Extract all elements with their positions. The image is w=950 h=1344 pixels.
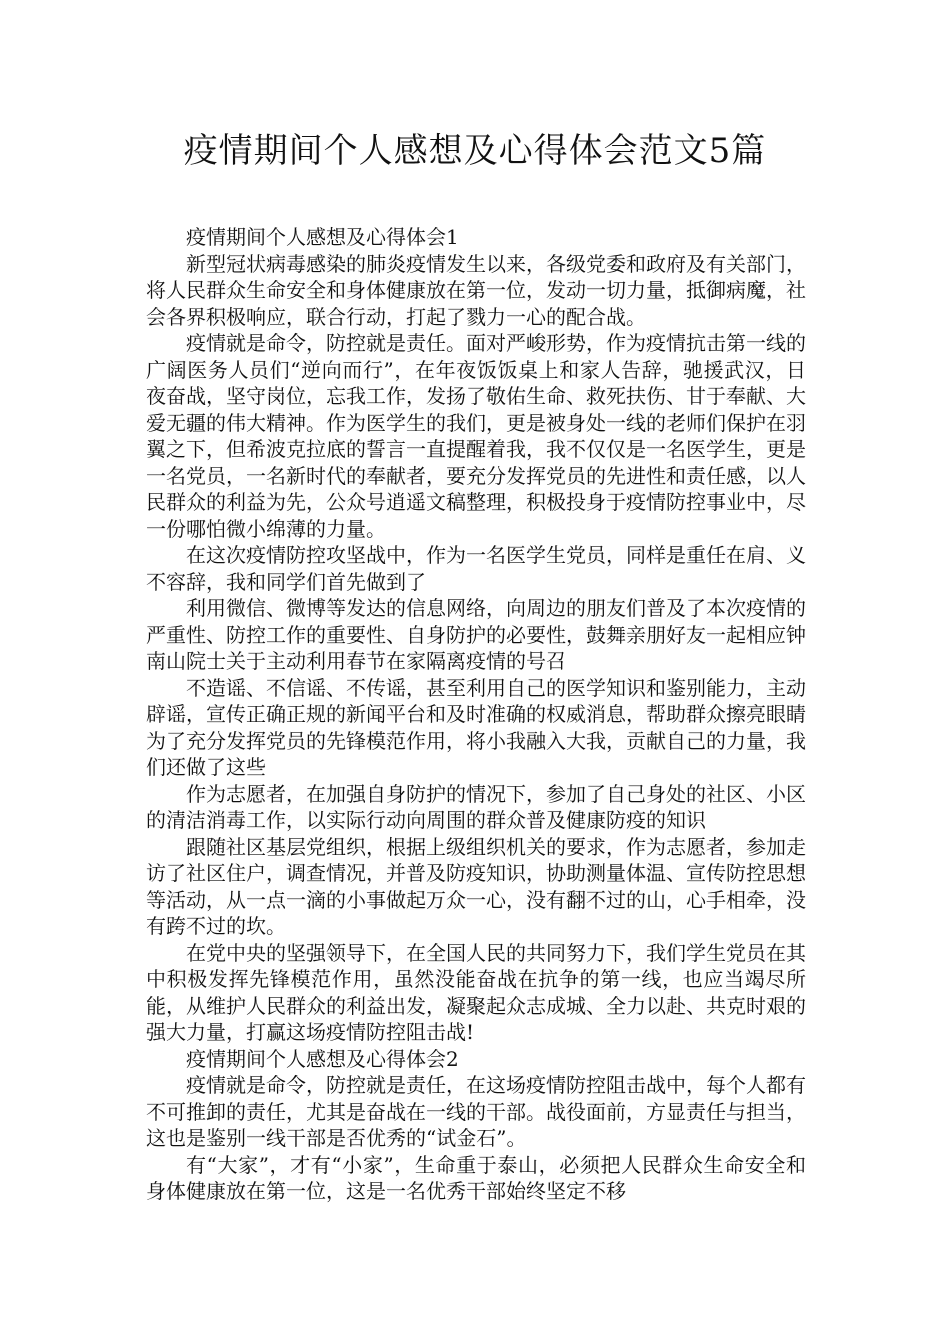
body-paragraph: 疫情就是命令，防控就是责任。面对严峻形势，作为疫情抗击第一线的广阔医务人员们“逆向而行”，在年夜饭饭桌上和家人告辞，驰援武汉，日夜奋战，坚守岗位，忘我工作，发扬了敬佑生命、救死扶伤、甘于奉献、大爱无疆的伟大精神。作为医学生的我们，更是被身处一线的老师们保护在羽翼之下，但希波克拉底的誓言一直提醒着我，我不仅仅是一名医学生，更是一名党员，一名新时代的奉献者，要充分发挥党员的先进性和责任感，以人民群众的利益为先，公众号逍遥文稿整理，积极投身于疫情防控事业中，尽一份哪怕微小绵薄的力量。 <box>146 331 806 541</box>
body-paragraph: 作为志愿者，在加强自身防护的情况下，参加了自己身处的社区、小区的清洁消毒工作，以实际行动向周围的群众普及健康防疫的知识 <box>146 781 806 832</box>
body-paragraph: 新型冠状病毒感染的肺炎疫情发生以来，各级党委和政府及有关部门，将人民群众生命安全和身体健康放在第一位，发动一切力量，抵御病魔，社会各界积极响应，联合行动，打起了戮力一心的配合战。 <box>146 251 806 329</box>
body-paragraph: 在党中央的坚强领导下，在全国人民的共同努力下，我们学生党员在其中积极发挥先锋模范作用，虽然没能奋战在抗争的第一线，也应当竭尽所能，从维护人民群众的利益出发，凝聚起众志成城、全力以赴、共克时艰的强大力量，打赢这场疫情防控阻击战! <box>146 940 806 1044</box>
document-body <box>146 224 806 1205</box>
body-paragraph: 在这次疫情防控攻坚战中，作为一名医学生党员，同样是重任在肩、义不容辞，我和同学们首先做到了 <box>146 543 806 594</box>
document-title: 疫情期间个人感想及心得体会范文5篇 <box>183 131 767 171</box>
body-paragraph: 利用微信、微博等发达的信息网络，向周边的朋友们普及了本次疫情的严重性、防控工作的重要性、自身防护的必要性，鼓舞亲朋好友一起相应钟南山院士关于主动利用春节在家隔离疫情的号召 <box>146 596 806 673</box>
body-paragraph: 有“大家”，才有“小家”，生命重于泰山，必须把人民群众生命安全和身体健康放在第一位，这是一名优秀干部始终坚定不移 <box>146 1152 806 1203</box>
body-paragraph: 跟随社区基层党组织，根据上级组织机关的要求，作为志愿者，参加走访了社区住户，调查情况，并普及防疫知识，协助测量体温、宣传防控思想等活动，从一点一滴的小事做起万众一心，没有翻不过的山，心手相牵，没有跨不过的坎。 <box>146 834 806 938</box>
body-paragraph: 不造谣、不信谣、不传谣，甚至利用自己的医学知识和鉴别能力，主动辟谣，宣传正确正规的新闻平台和及时准确的权威消息，帮助群众擦亮眼睛为了充分发挥党员的先锋模范作用，将小我融入大我，贡献自己的力量，我们还做了这些 <box>146 675 806 779</box>
section-heading: 疫情期间个人感想及心得体会1 <box>186 225 459 249</box>
body-paragraph: 疫情就是命令，防控就是责任，在这场疫情防控阻击战中，每个人都有不可推卸的责任，尤其是奋战在一线的干部。战役面前，方显责任与担当，这也是鉴别一线干部是否优秀的“试金石”。 <box>146 1073 806 1150</box>
section-heading: 疫情期间个人感想及心得体会2 <box>186 1046 459 1071</box>
